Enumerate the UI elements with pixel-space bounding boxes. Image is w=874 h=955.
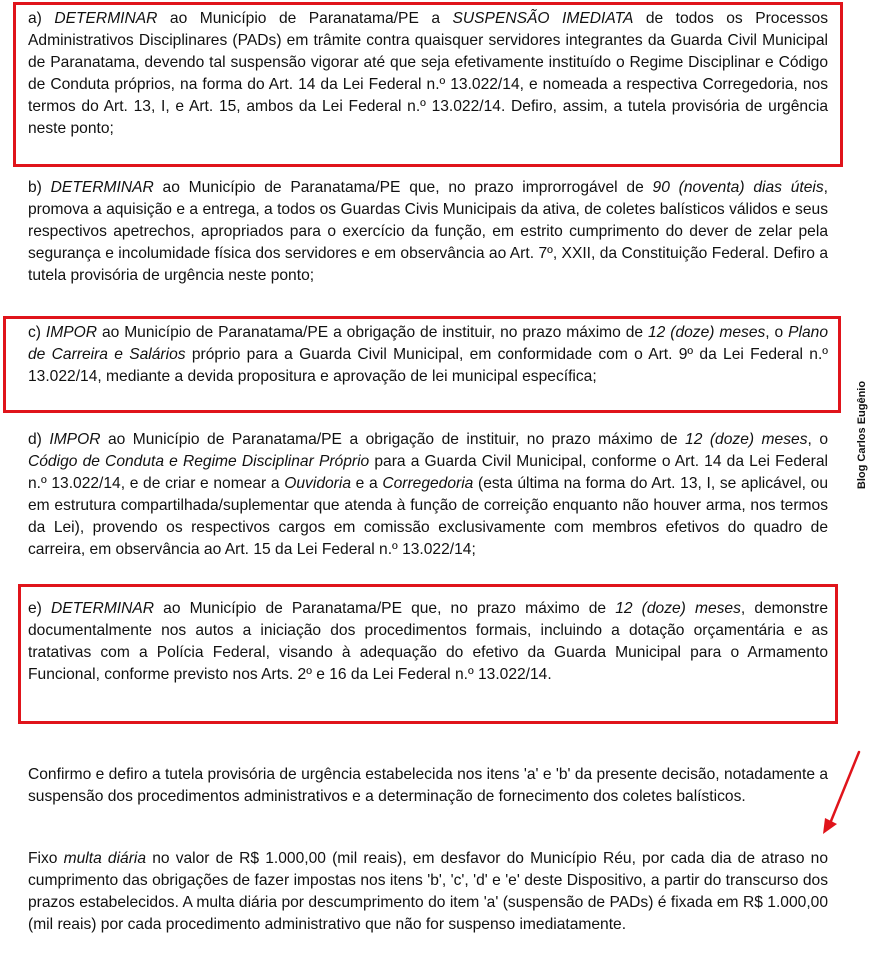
blog-watermark: Blog Carlos Eugênio [856, 380, 868, 490]
red-arrow-icon [815, 748, 865, 838]
item-a-paragraph: a) DETERMINAR ao Município de Paranatama/PE a SUSPENSÃO IMEDIATA de todos os Processos Administrativos Disciplinares (PADs) em trâmite contra quaisquer servidores integrantes da Guarda Civil Municipal de Paranatama, devendo tal suspensão vigorar até que seja efetivamente instituído o Regime Disciplinar e Código de Conduta próprios, na forma do Art. 14 da Lei Federal n.º 13.022/14, e nomeada a respectiva Corregedoria, nos termos do Art. 13, I, e Art. 15, ambos da Lei Federal n.º 13.022/14. Defiro, assim, a tutela provisória de urgência neste ponto; [28, 10, 828, 137]
item-b-paragraph: b) DETERMINAR ao Município de Paranatama/PE que, no prazo improrrogável de 90 (noventa) dias úteis, promova a aquisição e a entrega, a todos os Guardas Civis Municipais da ativa, de coletes balísticos válidos e seus respectivos apetrechos, apropriados para o exercício da função, em estrito cumprimento do dever de zelar pela segurança e incolumidade física dos servidores e em observância ao Art. 7º, XXII, da Constituição Federal. Defiro a tutela provisória de urgência neste ponto; [28, 179, 829, 284]
item-c-paragraph: c) IMPOR ao Município de Paranatama/PE a obrigação de instituir, no prazo máximo de 12 (doze) meses, o Plano de Carreira e Salários próprio para a Guarda Civil Municipal, em conformidade com o Art. 9º da Lei Federal n.º 13.022/14, mediante a devida propositura e aprovação de lei municipal específica; [28, 324, 829, 385]
item-d-paragraph: d) IMPOR ao Município de Paranatama/PE a obrigação de instituir, no prazo máximo de 12 (doze) meses, o Código de Conduta e Regime Disciplinar Próprio para a Guarda Civil Municipal, conforme o Art. 14 da Lei Federal n.º 13.022/14, e de criar e nomear a Ouvidoria e a Corregedoria (esta última na forma do Art. 13, I, se aplicável, ou em estrutura compartilhada/suplementar que atenda à função de correição enquanto não houver arma, nos termos da Lei), provendo os respectivos cargos em comissão exclusivamente com membros efetivos do quadro de carreira, em observância ao Art. 15 da Lei Federal n.º 13.022/14; [28, 431, 829, 558]
item-e-paragraph: e) DETERMINAR ao Município de Paranatama/PE que, no prazo máximo de 12 (doze) meses, demonstre documentalmente nos autos a iniciação dos procedimentos formais, incluindo a dotação orçamentária e as tratativas com a Polícia Federal, visando à adequação do efetivo da Guarda Municipal para o Armamento Funcional, conforme previsto nos Arts. 2º e 16 da Lei Federal n.º 13.022/14. [28, 600, 828, 683]
fine-paragraph: Fixo multa diária no valor de R$ 1.000,00 (mil reais), em desfavor do Município Réu, por cada dia de atraso no cumprimento das obrigações de fazer impostas nos itens 'b', 'c', 'd' e 'e' deste Dispositivo, a partir do transcurso dos prazos estabelecidos. A multa diária por descumprimento do item 'a' (suspensão de PADs) é fixada em R$ 1.000,00 (mil reais) por cada procedimento administrativo que não for suspenso imediatamente. [28, 850, 828, 933]
confirmation-paragraph: Confirmo e defiro a tutela provisória de urgência estabelecida nos itens 'a' e 'b' da presente decisão, notadamente a suspensão dos procedimentos administrativos e a determinação de fornecimento dos coletes balísticos. [28, 766, 828, 805]
